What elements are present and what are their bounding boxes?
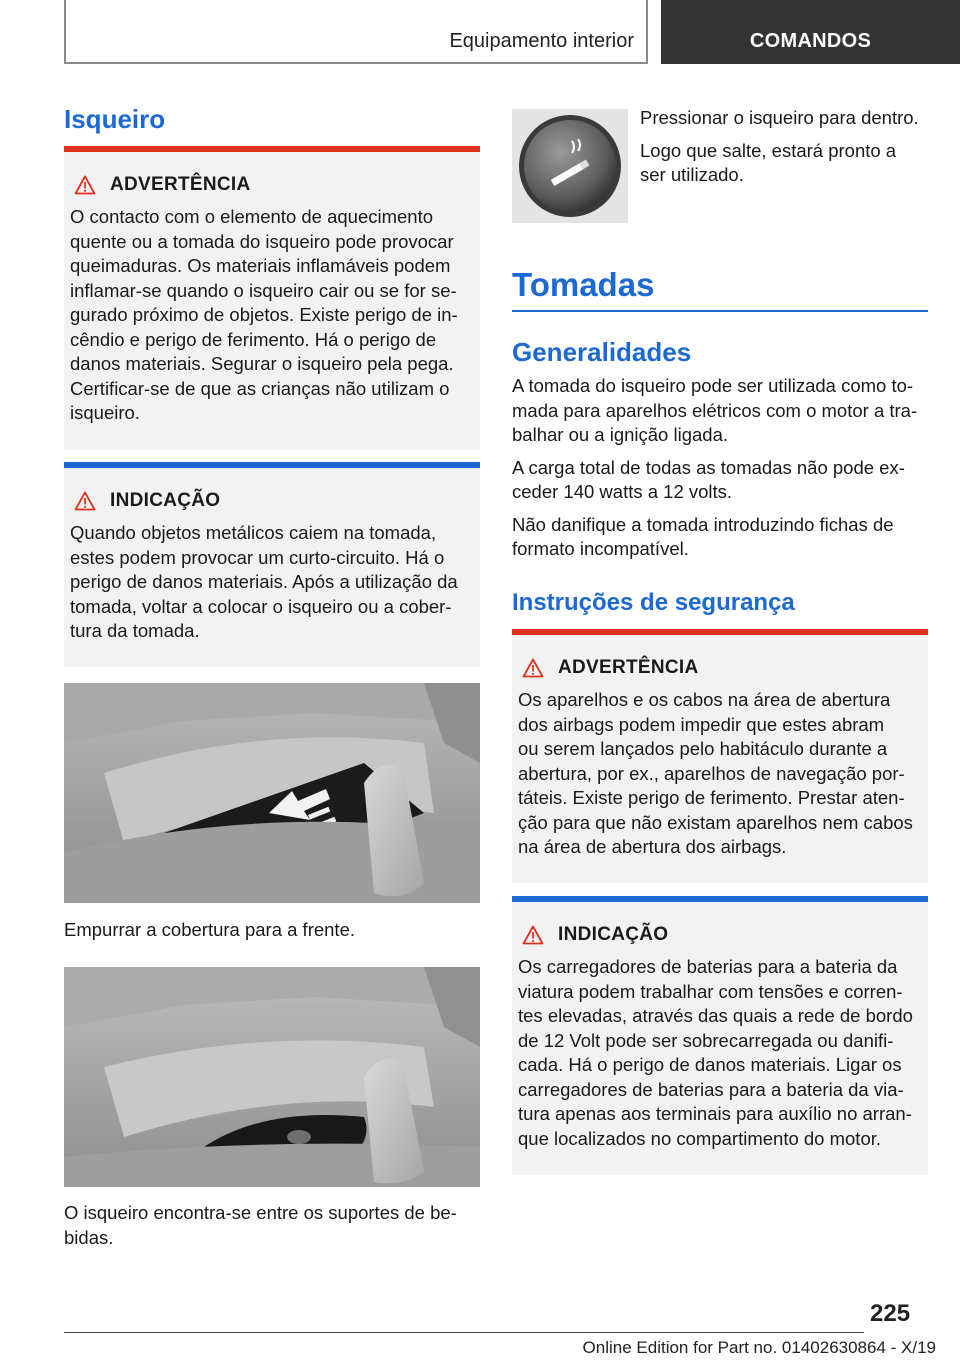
section-title-isqueiro: Isqueiro: [64, 104, 166, 134]
warning-text: [518, 688, 926, 860]
text-line: abertura, por ex., aparelhos de navegação por-: [518, 762, 905, 784]
text-line: Pressionar o isqueiro para dentro.: [640, 107, 919, 128]
text-line: A carga total de todas as tomadas não pode ex-: [512, 456, 905, 478]
notice-text: [518, 955, 926, 1151]
warning-triangle-icon: [522, 658, 544, 678]
general-text: [512, 374, 932, 562]
chapter-title-tomadas: Tomadas: [512, 266, 655, 303]
text-line: tura apenas aos terminais para auxílio no arran-: [518, 1103, 912, 1124]
warning-heading: [64, 174, 251, 196]
subsection-title-seguranca: Instruções de segurança: [512, 589, 795, 616]
text-line: isqueiro.: [70, 402, 140, 423]
text-line: A tomada do isqueiro pode ser utilizada como to-: [512, 375, 914, 396]
text-line: Quando objetos metálicos caiem na tomada,: [70, 522, 437, 543]
text-line: táteis. Existe perigo de ferimento. Prestar aten-: [518, 787, 905, 808]
warning-label: ADVERTÊNCIA: [110, 174, 251, 195]
text-line: de 12 Volt pode ser sobrecarregada ou danifi-: [518, 1029, 894, 1051]
text-line: mada para aparelhos elétricos com o motor a tra-: [512, 399, 918, 421]
text-line: cada. Há o perigo de danos materiais. Ligar os: [518, 1054, 902, 1075]
warning-box: [64, 152, 480, 450]
text-line: O contacto com o elemento de aquecimento: [70, 206, 434, 227]
text-line: quente ou a tomada do isqueiro pode provocar: [70, 230, 454, 252]
text-line: inflamar-se quando o isqueiro cair ou se for se-: [70, 279, 457, 301]
text-line: tes elevadas, através das quais a rede de bordo: [518, 1005, 913, 1026]
notice-label: INDICAÇÃO: [558, 924, 669, 945]
notice-text: [70, 521, 478, 644]
text-line: Não danifique a tomada introduzindo fichas de: [512, 513, 894, 535]
warning-triangle-icon: [522, 925, 544, 945]
warning-label: ADVERTÊNCIA: [558, 657, 699, 678]
warning-box: [512, 635, 928, 883]
header-section-tab: [64, 0, 648, 64]
text-line: danos materiais. Segurar o isqueiro pela pega.: [70, 353, 454, 374]
text-line: ção para que não existam aparelhos nem cabos: [518, 811, 913, 833]
text-line: estes podem provocar um curto-circuito. Há o: [70, 546, 445, 568]
text-line: cêndio e perigo de ferimento. Há o perigo de: [70, 328, 437, 350]
text-line: balhar ou a ignição ligada.: [512, 424, 728, 445]
warning-triangle-icon: [74, 491, 96, 511]
caption-cup-holders: [64, 1201, 480, 1250]
header-chapter-label: COMANDOS: [749, 30, 872, 52]
text-line: que localizados no compartimento do motor.: [518, 1127, 882, 1149]
text-line: queimaduras. Os materiais inflamáveis podem: [70, 255, 451, 276]
text-line: tomada, voltar a colocar o isqueiro ou a cober-: [70, 595, 452, 617]
text-line: carregadores de baterias para a bateria da via-: [518, 1078, 904, 1100]
text-line: na área de abertura dos airbags.: [518, 836, 787, 857]
lighter-instructions: [640, 106, 940, 188]
warning-triangle-icon: [74, 175, 96, 195]
text-line: dos airbags podem impedir que estes abram: [518, 713, 885, 735]
text-line: viatura podem trabalhar com tensões e corren-: [518, 980, 903, 1002]
caption-text: O isqueiro encontra-se entre os suportes de be-: [64, 1202, 457, 1223]
caption-text: bidas.: [64, 1226, 114, 1248]
warning-heading: [512, 657, 699, 679]
text-line: Os aparelhos e os cabos na área de abertura: [518, 689, 891, 710]
footer-edition: Online Edition for Part no. 01402630864 - X/19: [582, 1338, 936, 1357]
notice-heading: [512, 924, 668, 946]
text-line: ou serem lançados pelo habitáculo durante a: [518, 738, 888, 759]
page-number: 225: [870, 1300, 911, 1327]
text-line: perigo de danos materiais. Após a utilização da: [70, 571, 458, 592]
text-line: ceder 140 watts a 12 volts.: [512, 481, 733, 502]
notice-label: INDICAÇÃO: [110, 490, 221, 511]
header-section-label: Equipamento interior: [449, 30, 634, 52]
text-line: Certificar-se de que as crianças não utilizam o: [70, 377, 450, 399]
footer-rule: [64, 1332, 864, 1333]
text-line: ser utilizado.: [640, 164, 744, 185]
chapter-title-rule: [512, 310, 928, 312]
photo-socket-cover: [64, 683, 480, 903]
warning-text: [70, 205, 478, 426]
caption-cover: [64, 918, 480, 943]
text-line: gurado próximo de objetos. Existe perigo de in-: [70, 304, 458, 325]
subsection-title-generalidades: Generalidades: [512, 337, 692, 367]
notice-box: [512, 902, 928, 1175]
notice-box: [64, 468, 480, 667]
text-line: tura da tomada.: [70, 620, 200, 641]
header-chapter-tab: [661, 0, 960, 64]
caption-text: Empurrar a cobertura para a frente.: [64, 919, 356, 940]
notice-heading: [64, 490, 220, 512]
text-line: formato incompatível.: [512, 538, 689, 559]
lighter-photo: [512, 109, 628, 223]
photo-cup-holders: [64, 967, 480, 1187]
text-line: Os carregadores de baterias para a bateria da: [518, 956, 898, 977]
text-line: Logo que salte, estará pronto a: [640, 139, 897, 161]
